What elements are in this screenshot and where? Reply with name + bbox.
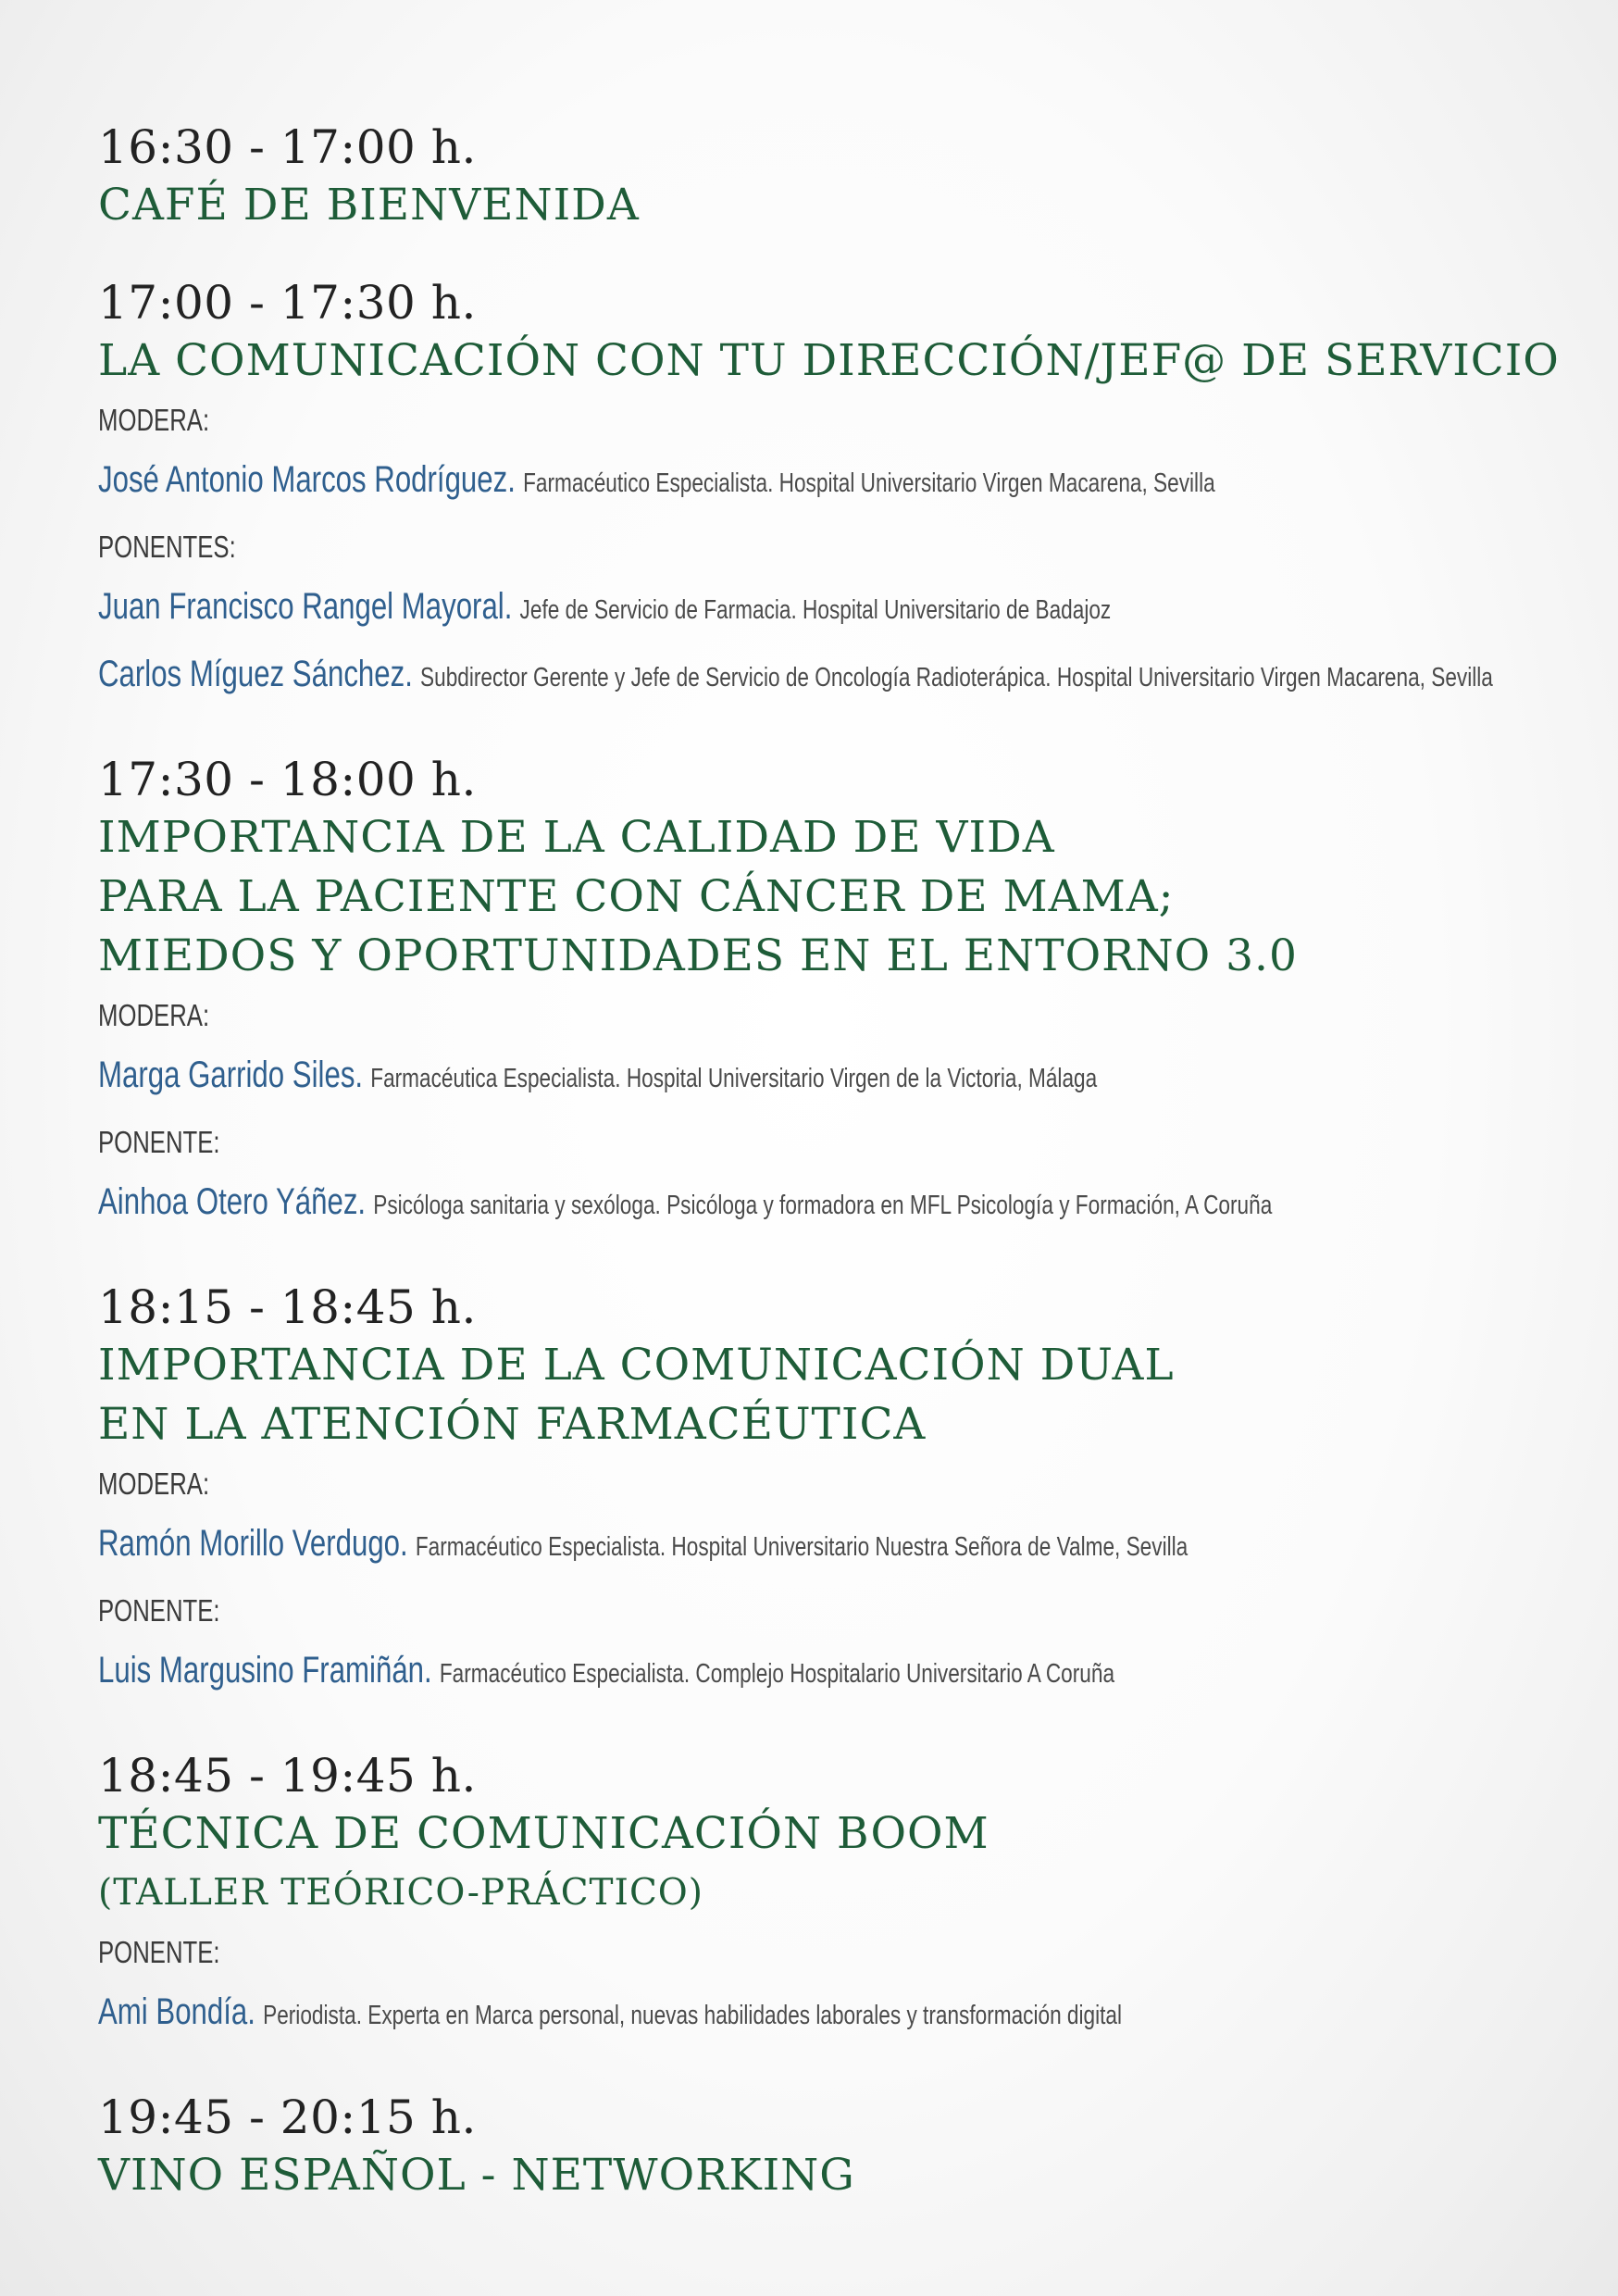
person-description: Subdirector Gerente y Jefe de Servicio de Oncología Radioterápica. Hospital Universitario Virgen Macarena, Sevilla [420, 663, 1493, 693]
session-time: 17:30 - 18:00 h. [98, 753, 477, 806]
moderator [98, 450, 1253, 518]
session-title-line: PARA LA PACIENTE CON CÁNCER DE MAMA; [98, 871, 1175, 922]
person-description: Periodista. Experta en Marca personal, nuevas habilidades laborales y transformación digital [263, 2001, 1123, 2030]
speaker [98, 1172, 1273, 1240]
person-description: Farmacéutico Especialista. Hospital Universitario Virgen Macarena, Sevilla [523, 468, 1215, 498]
session-dual-communication [98, 1279, 1579, 1708]
session-title-line: EN LA ATENCIÓN FARMACÉUTICA [98, 1399, 927, 1450]
session-title-line: IMPORTANCIA DE LA CALIDAD DE VIDA [98, 812, 1055, 863]
person-name: Ramón Morillo Verdugo. [98, 1523, 408, 1564]
person-name: Ainhoa Otero Yáñez. [98, 1181, 367, 1222]
session-time: 16:30 - 17:00 h. [98, 120, 477, 174]
person-name: Marga Garrido Siles. [98, 1054, 364, 1095]
moderator-label: MODERA: [98, 998, 210, 1032]
moderator-label: MODERA: [98, 403, 210, 437]
session-time: 19:45 - 20:15 h. [98, 2090, 477, 2144]
program-schedule [98, 119, 1579, 2244]
person-name: José Antonio Marcos Rodríguez. [98, 459, 516, 500]
speakers-label: PONENTE: [98, 1935, 220, 1969]
person-description: Psicóloga sanitaria y sexóloga. Psicóloga y formadora en MFL Psicología y Formación, A Coruña [373, 1191, 1273, 1220]
session-title: LA COMUNICACIÓN CON TU DIRECCIÓN/JEF@ DE SERVICIO [98, 335, 1560, 386]
person-description: Farmacéutica Especialista. Hospital Universitario Virgen de la Victoria, Málaga [370, 1064, 1098, 1093]
session-title-line: IMPORTANCIA DE LA COMUNICACIÓN DUAL [98, 1340, 1175, 1391]
person-name: Carlos Míguez Sánchez. [98, 654, 413, 694]
moderator [98, 1045, 1253, 1113]
session-time: 18:45 - 19:45 h. [98, 1749, 477, 1803]
session-communication-management [98, 274, 1579, 712]
moderator [98, 1514, 1253, 1581]
person-description: Jefe de Servicio de Farmacia. Hospital Universitario de Badajoz [519, 595, 1112, 625]
session-title-line: MIEDOS Y OPORTUNIDADES EN EL ENTORNO 3.0 [98, 930, 1298, 981]
person-description: Farmacéutico Especialista. Complejo Hospitalario Universitario A Coruña [439, 1659, 1115, 1689]
session-welcome-coffee [98, 119, 1579, 235]
moderator-label: MODERA: [98, 1466, 210, 1501]
session-boom-workshop [98, 1747, 1579, 2050]
person-name: Juan Francisco Rangel Mayoral. [98, 586, 513, 627]
session-quality-of-life [98, 751, 1579, 1240]
person-description: Farmacéutico Especialista. Hospital Universitario Nuestra Señora de Valme, Sevilla [415, 1532, 1189, 1562]
session-time: 18:15 - 18:45 h. [98, 1280, 477, 1334]
speaker [98, 577, 1253, 644]
speakers-label: PONENTES: [98, 530, 236, 564]
session-title: TÉCNICA DE COMUNICACIÓN BOOM [98, 1808, 989, 1859]
session-subtitle: (TALLER TEÓRICO-PRÁCTICO) [98, 1872, 703, 1914]
person-name: Ami Bondía. [98, 1991, 255, 2032]
person-name: Luis Margusino Framiñán. [98, 1650, 432, 1691]
session-title: VINO ESPAÑOL - NETWORKING [98, 2150, 855, 2201]
speaker [98, 1641, 1253, 1708]
session-time: 17:00 - 17:30 h. [98, 276, 477, 330]
session-networking [98, 2089, 1579, 2205]
speaker [98, 644, 1493, 712]
speakers-label: PONENTE: [98, 1125, 220, 1159]
session-title: CAFÉ DE BIENVENIDA [98, 180, 640, 231]
speaker [98, 1982, 1253, 2050]
speakers-label: PONENTE: [98, 1593, 220, 1628]
